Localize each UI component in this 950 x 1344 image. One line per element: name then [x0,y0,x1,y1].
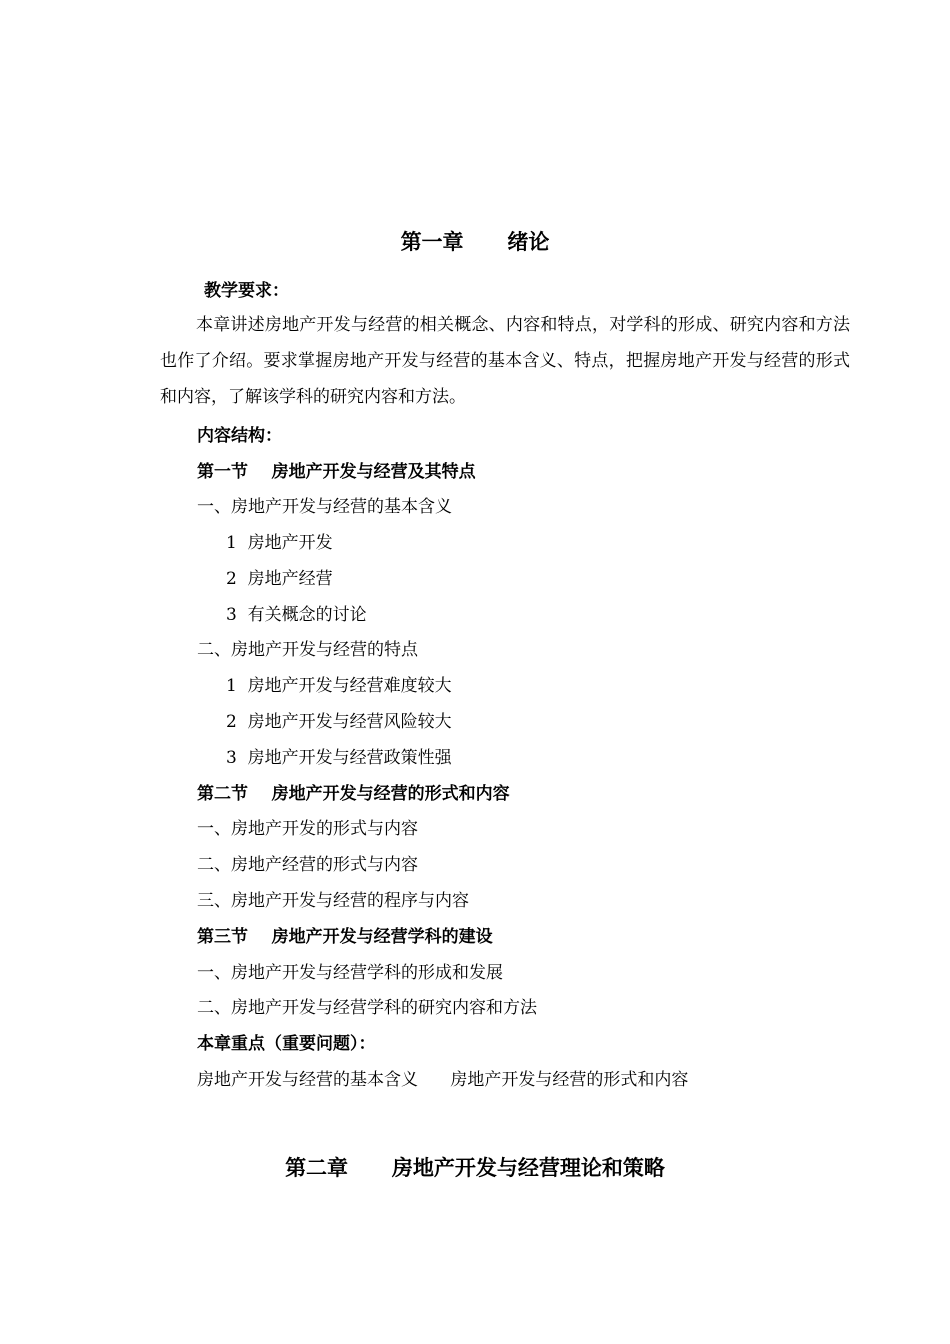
section-1-item-1: 一、房地产开发与经营的基本含义 [197,497,452,517]
section-1-item-1-sub-2: 2 房地产经营 [226,569,333,589]
section-3-title: 第三节 房地产开发与经营学科的建设 [197,927,493,947]
section-2-item-2: 二、房地产经营的形式与内容 [197,855,418,875]
section-1-item-2-sub-2: 2 房地产开发与经营风险较大 [226,712,452,732]
key-points-label: 本章重点（重要问题）： [197,1034,376,1054]
section-1-item-2-sub-1: 1 房地产开发与经营难度较大 [226,676,452,696]
key-points-text: 房地产开发与经营的基本含义 房地产开发与经营的形式和内容 [197,1070,689,1090]
section-1-item-1-sub-1: 1 房地产开发 [226,533,333,553]
teaching-requirements-text: 本章讲述房地产开发与经营的相关概念、内容和特点，对学科的形成、研究内容和方法也作了介绍。要求掌握房地产开发与经营的基本含义、特点，把握房地产开发与经营的形式和内容，了解该学科的研究内容和方法。 [160,315,850,407]
content-structure-label: 内容结构： [197,426,282,446]
section-1-item-2-sub-3: 3 房地产开发与经营政策性强 [226,748,452,768]
section-2-item-3: 三、房地产开发与经营的程序与内容 [197,891,469,911]
chapter-2-title: 第二章 房地产开发与经营理论和策略 [285,1156,665,1180]
section-1-item-1-sub-3: 3 有关概念的讨论 [226,605,367,625]
section-3-item-2: 二、房地产开发与经营学科的研究内容和方法 [197,998,537,1018]
section-2-title: 第二节 房地产开发与经营的形式和内容 [197,784,510,804]
section-1-title: 第一节 房地产开发与经营及其特点 [197,462,476,482]
section-1-item-2: 二、房地产开发与经营的特点 [197,640,418,660]
section-2-item-1: 一、房地产开发的形式与内容 [197,819,418,839]
chapter-1-title: 第一章 绪论 [400,230,550,254]
section-3-item-1: 一、房地产开发与经营学科的形成和发展 [197,963,503,983]
teaching-requirements-label: 教学要求： [204,281,289,301]
